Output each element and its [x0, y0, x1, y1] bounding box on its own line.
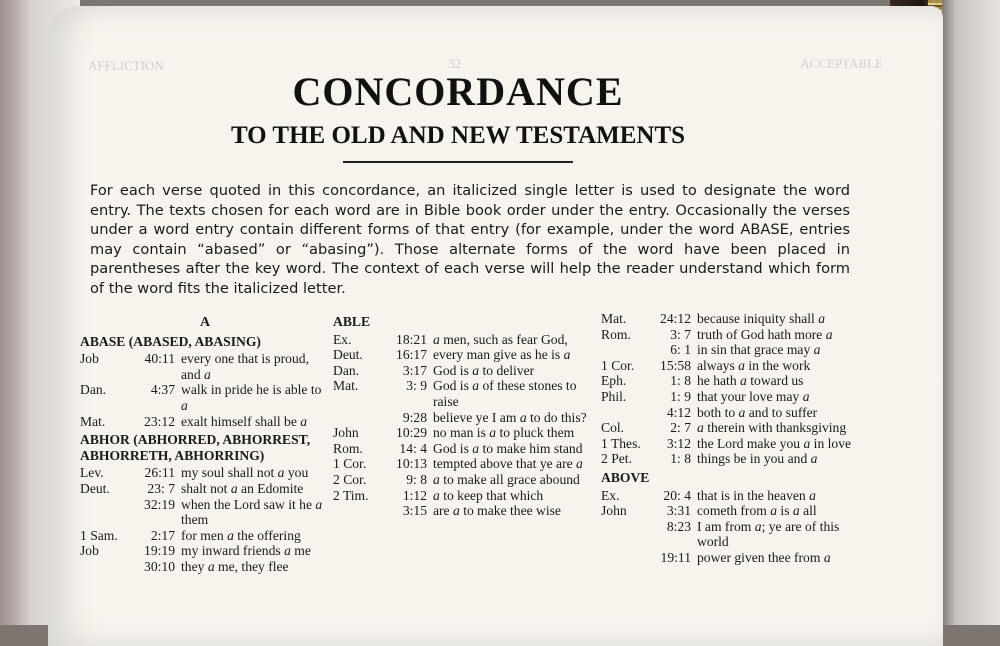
verse-reference: 15:58	[660, 357, 691, 373]
verse-entry	[80, 543, 330, 559]
verse-reference: 2: 7	[670, 420, 691, 436]
verse-text: cometh from a is a all	[697, 503, 817, 519]
book-name: Deut.	[80, 480, 110, 496]
book-name	[333, 410, 383, 426]
verse-reference: 6: 1	[670, 342, 691, 358]
section-letter: A	[199, 315, 211, 330]
book-name: Ex.	[333, 331, 352, 347]
verse-text: they a me, they flee	[181, 558, 289, 574]
verse-reference: 9:28	[402, 409, 427, 425]
bleed-through-left: AFFLICTION	[88, 58, 164, 73]
book-name: 2 Cor.	[333, 471, 367, 487]
verse-entry	[601, 550, 861, 566]
title-divider	[343, 161, 573, 163]
book-name: John	[601, 503, 627, 519]
book-name: Rom.	[333, 440, 363, 456]
verse-reference: 3:17	[402, 362, 427, 378]
verse-text: God is a to deliver	[433, 362, 535, 378]
verse-entry	[333, 425, 601, 441]
verse-text: in sin that grace may a	[697, 342, 821, 358]
verse-entry	[333, 332, 601, 348]
verse-reference: 1: 8	[670, 373, 691, 389]
verse-entry	[601, 342, 861, 358]
verse-reference: 2:17	[150, 527, 175, 543]
verse-entry	[601, 389, 861, 405]
book-name: Mat.	[333, 378, 359, 394]
verse-text: the Lord make you a in love	[697, 435, 852, 451]
verse-entry	[80, 465, 330, 481]
bleed-through-right: ACCEPTABLE	[800, 56, 883, 71]
verse-entry	[333, 363, 601, 379]
verse-text: I am from a; ye are of this world	[697, 518, 840, 550]
concordance-column-2	[333, 311, 601, 519]
verse-text: God is a to make him stand	[433, 440, 583, 456]
verse-reference: 18:21	[396, 331, 427, 347]
verse-reference: 1: 8	[670, 451, 691, 467]
verse-entry	[333, 503, 601, 519]
book-name	[80, 559, 132, 575]
book-name: Eph.	[601, 373, 627, 389]
book-name	[601, 342, 647, 358]
bleed-through-center: 32	[448, 56, 461, 71]
verse-reference: 3: 9	[406, 378, 427, 394]
book-name: Lev.	[80, 465, 104, 481]
verse-reference: 23: 7	[147, 480, 175, 496]
verse-text: no man is a to pluck them	[433, 425, 575, 441]
verse-text: tempted above that ye are a	[433, 456, 583, 472]
verse-reference: 1: 9	[670, 388, 691, 404]
verse-entry	[333, 456, 601, 472]
verse-text: shalt not a an Edomite	[181, 480, 304, 496]
book-name: 1 Cor.	[601, 357, 635, 373]
verse-text: a to keep that which	[433, 487, 544, 503]
verse-reference: 4:12	[666, 404, 691, 420]
verse-reference: 3:12	[666, 435, 691, 451]
verse-reference: 8:23	[666, 518, 691, 534]
verse-reference: 24:12	[660, 311, 691, 326]
verse-reference: 3: 7	[670, 326, 691, 342]
book-name: Job	[80, 351, 99, 367]
intro-paragraph: For each verse quoted in this concordance, an italicized single letter is used to designate the word entry. The texts chosen for each word are in Bible book order under the entry. Occasionally the verses under a word entry contain different forms of that entry (for example, under the word ABASE, entries may contain “abased” or “abasing”). Those alternate forms of the word have been placed in parentheses after the key word. The context of each verse will help the reader understand which form of the word fits the italicized letter.	[90, 182, 850, 297]
verse-reference: 40:11	[144, 351, 175, 367]
page-subtitle: TO THE OLD AND NEW TESTAMENTS	[230, 122, 686, 149]
verse-entry	[333, 347, 601, 363]
book-name	[601, 550, 647, 566]
verse-entry	[80, 481, 330, 497]
verse-entry	[80, 528, 330, 544]
book-name: 1 Thes.	[601, 435, 641, 451]
verse-reference: 20: 4	[663, 487, 691, 503]
verse-reference: 1:12	[402, 487, 427, 503]
book-name: 1 Sam.	[80, 527, 118, 543]
book-name: 1 Cor.	[333, 456, 367, 472]
entry-headword: ABASE (ABASED, ABASING)	[80, 333, 261, 349]
verse-entry	[80, 559, 330, 575]
verse-entry	[601, 405, 861, 421]
verse-text: my soul shall not a you	[181, 465, 309, 481]
verse-reference: 30:10	[144, 558, 175, 574]
book-name: Dan.	[333, 362, 360, 378]
verse-reference: 14: 4	[399, 440, 427, 456]
verse-text: for men a the offering	[181, 527, 301, 543]
verse-text: power given thee from a	[697, 549, 831, 565]
verse-text: both to a and to suffer	[697, 404, 818, 420]
verse-text: he hath a toward us	[697, 373, 804, 389]
verse-text: are a to make thee wise	[433, 503, 561, 519]
book-name: Job	[80, 543, 99, 559]
verse-entry	[80, 497, 330, 528]
book-name: 2 Pet.	[601, 451, 632, 467]
verse-reference: 4:37	[150, 382, 175, 398]
verse-text: exalt himself shall be a	[181, 413, 308, 429]
verse-reference: 16:17	[396, 347, 427, 363]
entry-headword: ABLE	[333, 314, 371, 329]
verse-text: God is a of these stones to raise	[433, 378, 577, 409]
verse-entry	[80, 414, 330, 430]
book-name	[333, 503, 383, 519]
book-page	[48, 6, 943, 646]
entry-headword: ABHOR (ABHORRED, ABHORREST, ABHORRETH, ABHORRING)	[80, 432, 311, 463]
book-name: Col.	[601, 420, 625, 436]
verse-entry	[601, 420, 861, 436]
verse-entry	[333, 441, 601, 457]
verse-entry	[80, 382, 330, 413]
concordance-column-3	[601, 311, 861, 566]
verse-entry	[601, 311, 861, 327]
verse-reference: 3:15	[402, 503, 427, 519]
verse-text: my inward friends a me	[181, 543, 311, 559]
verse-entry	[80, 351, 330, 382]
verse-entry	[601, 358, 861, 374]
verse-entry	[333, 488, 601, 504]
verse-text: every man give as he is a	[433, 347, 571, 363]
verse-text: believe ye I am a to do this?	[433, 409, 587, 425]
verse-entry	[601, 519, 861, 550]
book-name: Rom.	[601, 326, 631, 342]
verse-entry	[601, 451, 861, 467]
verse-text: things be in you and a	[697, 451, 818, 467]
verse-text: because iniquity shall a	[697, 311, 825, 326]
verse-text: every one that is proud, and a	[181, 351, 309, 382]
verse-reference: 9: 8	[406, 471, 427, 487]
verse-reference: 10:13	[396, 456, 427, 472]
verse-entry	[601, 436, 861, 452]
verse-entry	[601, 503, 861, 519]
book-name: Ex.	[601, 487, 620, 503]
book-name: Mat.	[80, 413, 106, 429]
verse-text: that your love may a	[697, 388, 810, 404]
book-name: Dan.	[80, 382, 107, 398]
verse-reference: 26:11	[144, 465, 175, 481]
book-name	[601, 519, 647, 550]
verse-reference: 23:12	[144, 413, 175, 429]
page-title: CONCORDANCE	[292, 69, 624, 114]
verse-reference: 3:31	[666, 503, 691, 519]
book-name	[80, 497, 132, 528]
verse-text: that is in the heaven a	[697, 487, 816, 503]
verse-reference: 19:19	[144, 543, 175, 559]
book-name: John	[333, 425, 359, 441]
verse-entry	[333, 472, 601, 488]
book-name: Phil.	[601, 388, 627, 404]
entry-headword: ABOVE	[601, 469, 650, 485]
verse-text: a men, such as fear God,	[433, 331, 568, 347]
verse-text: a to make all grace abound	[433, 471, 580, 487]
verse-text: truth of God hath more a	[697, 326, 833, 342]
verse-entry	[333, 378, 601, 409]
verse-reference: 10:29	[396, 425, 427, 441]
book-name: 2 Tim.	[333, 487, 369, 503]
book-name	[601, 405, 647, 421]
book-name: Mat.	[601, 311, 627, 326]
book-name: Deut.	[333, 347, 363, 363]
verse-entry	[601, 327, 861, 343]
verse-text: walk in pride he is able to a	[181, 382, 322, 413]
verse-entry	[601, 373, 861, 389]
verse-reference: 32:19	[144, 496, 175, 512]
verse-text: a therein with thanksgiving	[697, 420, 847, 436]
verse-reference: 19:11	[660, 549, 691, 565]
concordance-column-1	[80, 311, 330, 575]
verse-text: always a in the work	[697, 357, 811, 373]
verse-entry	[333, 410, 601, 426]
verse-text: when the Lord saw it he a them	[181, 496, 323, 528]
verse-entry	[601, 488, 861, 504]
